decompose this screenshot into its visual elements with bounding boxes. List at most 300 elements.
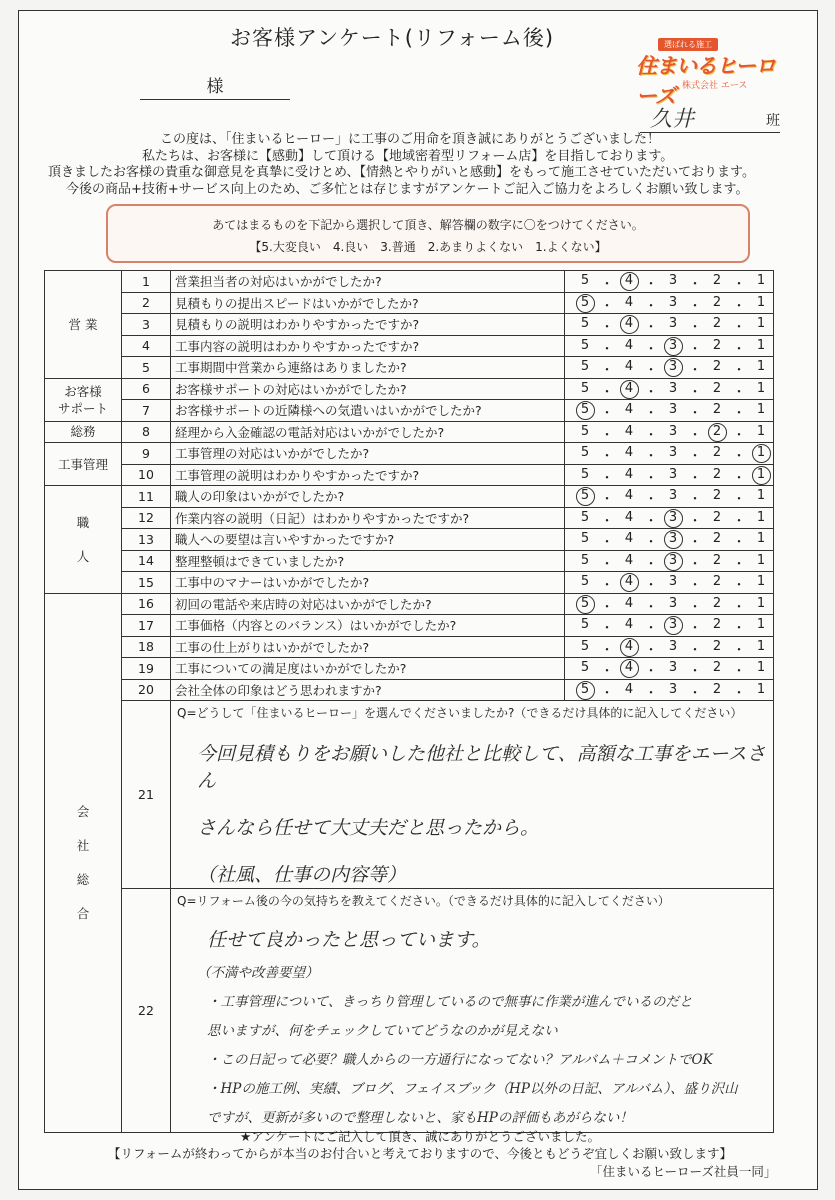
rating-option[interactable]: 4: [624, 445, 634, 460]
rating-option[interactable]: 1: [756, 509, 766, 525]
rating-option[interactable]: 3: [668, 359, 678, 374]
rating-option[interactable]: 1: [756, 316, 766, 331]
scale-separator: ・: [688, 535, 702, 550]
question-text: 作業内容の説明（日記）はわかりやすかったですか?: [171, 507, 565, 529]
rating-option[interactable]: 1: [756, 681, 766, 697]
question-number: 10: [122, 464, 171, 486]
rating-option[interactable]: 4: [624, 488, 634, 503]
logo-name: 住まいるヒーローズ: [636, 54, 776, 108]
scale-separator: ・: [644, 277, 658, 292]
rating-option[interactable]: 1: [756, 595, 766, 611]
rating-option[interactable]: 5: [580, 273, 590, 288]
question-number: 16: [122, 593, 171, 615]
scale-separator: ・: [644, 642, 658, 658]
intro-line: 今後の商品+技術+サービス向上のため、ご多忙とは存じますがアンケートご記入ご協力をよろしくお願い致します。: [66, 181, 749, 197]
rating-option[interactable]: 2: [712, 574, 722, 589]
scale-separator: ・: [732, 513, 746, 529]
rating-option[interactable]: 4: [624, 337, 634, 353]
rating-option[interactable]: 4: [624, 509, 634, 525]
question-number: 22: [122, 889, 171, 1133]
question-number: 1: [122, 271, 171, 293]
rating-option[interactable]: 3: [668, 316, 678, 331]
q22-cell: [171, 889, 774, 1133]
selected-answer-circle: [576, 294, 595, 313]
question-text: 見積もりの提出スピードはいかがでしたか?: [171, 292, 565, 314]
scale-separator: ・: [644, 341, 658, 357]
rating-option[interactable]: 3: [668, 531, 678, 546]
handwritten-answer-line: 今回見積もりをお願いした他社と比較して、高額な工事をエースさん: [197, 743, 766, 792]
logo-company: 株式会社 エース: [682, 81, 748, 91]
scale-separator: ・: [732, 341, 746, 357]
rating-option[interactable]: 5: [580, 488, 590, 503]
handwritten-answer-line: さんなら任せて大丈夫だと思ったから。: [197, 817, 540, 839]
rating-scale: [565, 593, 774, 615]
selected-answer-circle: [664, 358, 683, 377]
rating-option[interactable]: 1: [756, 445, 766, 460]
scale-separator: ・: [688, 406, 702, 421]
rating-option[interactable]: 5: [580, 638, 590, 654]
page-title: お客様アンケート(リフォーム後): [230, 26, 555, 50]
rating-option[interactable]: 3: [668, 466, 678, 482]
rating-option[interactable]: 4: [624, 359, 634, 374]
question-text: 工事中のマナーはいかがでしたか?: [171, 572, 565, 594]
scale-separator: ・: [688, 384, 702, 400]
selected-answer-circle: [620, 380, 639, 399]
rating-scale: [565, 314, 774, 336]
question-text: 経理から入金確認の電話対応はいかがでしたか?: [171, 421, 565, 443]
rating-option[interactable]: 3: [668, 660, 678, 675]
scale-separator: ・: [732, 449, 746, 464]
rating-scale: [565, 572, 774, 594]
scale-separator: ・: [644, 513, 658, 529]
question-text: 営業担当者の対応はいかがでしたか?: [171, 271, 565, 293]
q21-cell: [171, 701, 774, 889]
handwritten-answer-line: ・HPの施工例、実績、ブログ、フェイスブック（HP以外の日記、アルバム）、盛り沢山: [207, 1081, 738, 1097]
rating-option[interactable]: 2: [712, 617, 722, 632]
question-text: 職人の印象はいかがでしたか?: [171, 486, 565, 508]
scale-separator: ・: [644, 470, 658, 486]
company-logo: [636, 38, 786, 108]
question-number: 5: [122, 357, 171, 379]
category-label: 営 業: [45, 271, 122, 379]
footer: [20, 1128, 820, 1162]
question-number: 13: [122, 529, 171, 551]
scale-separator: ・: [688, 578, 702, 593]
handwritten-answer-line: ・工事管理について、きっちり管理しているので無事に作業が進んでいるのだと: [207, 994, 693, 1010]
handwritten-answer-line: ですが、更新が多いので整理しないと、家もHPの評価もあがらない！: [207, 1110, 633, 1126]
rating-option[interactable]: 4: [624, 638, 634, 654]
question-number: 8: [122, 421, 171, 443]
question-number: 14: [122, 550, 171, 572]
rating-scale: [565, 464, 774, 486]
rating-option[interactable]: 1: [756, 423, 766, 439]
scale-separator: ・: [644, 384, 658, 400]
scale-separator: ・: [688, 642, 702, 658]
rating-option[interactable]: 3: [668, 595, 678, 611]
scale-separator: ・: [732, 406, 746, 421]
scale-separator: ・: [644, 427, 658, 443]
rating-option[interactable]: 3: [668, 617, 678, 632]
selected-answer-circle: [708, 423, 727, 442]
question-number: 9: [122, 443, 171, 465]
rating-option[interactable]: 2: [712, 380, 722, 396]
selected-answer-circle: [752, 466, 771, 485]
rating-option[interactable]: 4: [624, 660, 634, 675]
scale-separator: ・: [688, 341, 702, 357]
rating-scale: [565, 529, 774, 551]
rating-option[interactable]: 2: [712, 660, 722, 675]
rating-option[interactable]: 3: [668, 273, 678, 288]
category-label: 職 人: [45, 486, 122, 594]
rating-option[interactable]: 2: [712, 466, 722, 482]
scale-separator: ・: [644, 406, 658, 421]
scale-separator: ・: [732, 599, 746, 615]
rating-scale: [565, 443, 774, 465]
rating-option[interactable]: 5: [580, 445, 590, 460]
selected-answer-circle: [576, 595, 595, 614]
rating-option[interactable]: 5: [580, 337, 590, 353]
scale-separator: ・: [600, 277, 614, 292]
team-name: 久井: [650, 107, 695, 132]
q21-prompt: Q=どうして「住まいるヒーロー」を選んでくださいましたか?（できるだけ具体的に記入してください）: [177, 706, 743, 720]
selected-answer-circle: [620, 659, 639, 678]
rating-option[interactable]: 1: [756, 402, 766, 417]
question-number: 19: [122, 658, 171, 680]
rating-option[interactable]: 1: [756, 337, 766, 353]
rating-option[interactable]: 3: [668, 638, 678, 654]
rating-option[interactable]: 5: [580, 509, 590, 525]
rating-option[interactable]: 3: [668, 681, 678, 697]
scale-separator: ・: [644, 664, 658, 679]
rating-option[interactable]: 3: [668, 488, 678, 503]
rating-option[interactable]: 5: [580, 574, 590, 589]
question-text: 初回の電話や来店時の対応はいかがでしたか?: [171, 593, 565, 615]
rating-option[interactable]: 4: [624, 595, 634, 611]
scale-separator: ・: [688, 599, 702, 615]
category-label: お客様 サポート: [45, 378, 122, 421]
rating-option[interactable]: 4: [624, 574, 634, 589]
rating-option[interactable]: 1: [756, 617, 766, 632]
rating-option[interactable]: 4: [624, 681, 634, 697]
question-number: 15: [122, 572, 171, 594]
scale-separator: ・: [688, 664, 702, 679]
question-text: お客様サポートの対応はいかがでしたか?: [171, 378, 565, 400]
rating-option[interactable]: 2: [712, 638, 722, 654]
question-text: 職人への要望は言いやすかったですか?: [171, 529, 565, 551]
handwritten-answer-line: 思いますが、何をチェックしていてどうなのかが見えない: [207, 1023, 558, 1039]
scale-separator: ・: [732, 556, 746, 572]
rating-option[interactable]: 2: [712, 294, 722, 310]
scale-separator: ・: [644, 492, 658, 507]
team-line: [640, 108, 780, 133]
scale-separator: ・: [688, 320, 702, 335]
selected-answer-circle: [620, 272, 639, 291]
rating-legend: 【5.大変良い 4.良い 3.普通 2.あまりよくない 1.よくない】: [249, 240, 607, 254]
question-number: 20: [122, 679, 171, 701]
question-text: 見積もりの説明はわかりやすかったですか?: [171, 314, 565, 336]
team-suffix: 班: [766, 113, 780, 129]
scale-separator: ・: [732, 621, 746, 636]
rating-option[interactable]: 1: [756, 380, 766, 396]
selected-answer-circle: [576, 401, 595, 420]
rating-scale: [565, 658, 774, 680]
scale-separator: ・: [732, 492, 746, 507]
category-label: 総務: [45, 421, 122, 443]
selected-answer-circle: [620, 315, 639, 334]
rating-option[interactable]: 5: [580, 681, 590, 697]
scale-separator: ・: [688, 621, 702, 636]
rating-option[interactable]: 2: [712, 488, 722, 503]
scale-separator: ・: [600, 449, 614, 464]
rating-option[interactable]: 1: [756, 660, 766, 675]
question-number: 7: [122, 400, 171, 422]
question-number: 12: [122, 507, 171, 529]
selected-answer-circle: [576, 487, 595, 506]
scale-separator: ・: [644, 298, 658, 314]
scale-separator: ・: [600, 384, 614, 400]
rating-option[interactable]: 3: [668, 337, 678, 353]
rating-scale: [565, 507, 774, 529]
rating-option[interactable]: 5: [580, 423, 590, 439]
scale-separator: ・: [732, 277, 746, 292]
rating-scale: [565, 636, 774, 658]
question-number: 21: [122, 701, 171, 889]
rating-option[interactable]: 2: [712, 445, 722, 460]
rating-option[interactable]: 5: [580, 316, 590, 331]
question-number: 18: [122, 636, 171, 658]
scale-separator: ・: [600, 642, 614, 658]
rating-option[interactable]: 2: [712, 531, 722, 546]
rating-option[interactable]: 5: [580, 660, 590, 675]
rating-option[interactable]: 2: [712, 359, 722, 374]
scale-separator: ・: [600, 470, 614, 486]
intro-line: 私たちは、お客様に【感動】して頂ける【地域密着型リフォーム店】を目指しております。: [142, 148, 674, 164]
scale-separator: ・: [732, 363, 746, 378]
rating-option[interactable]: 4: [624, 380, 634, 396]
question-number: 17: [122, 615, 171, 637]
footer-message: 【リフォームが終わってからが本当のお付合いと考えておりますので、今後ともどうぞ宜しくお願い致します】: [107, 1146, 732, 1161]
scale-separator: ・: [688, 556, 702, 572]
selected-answer-circle: [664, 337, 683, 356]
question-text: 工事内容の説明はわかりやすかったですか?: [171, 335, 565, 357]
rating-scale: [565, 271, 774, 293]
scale-separator: ・: [600, 341, 614, 357]
question-number: 11: [122, 486, 171, 508]
question-text: 整理整頓はできていましたか?: [171, 550, 565, 572]
handwritten-answer-line: 任せて良かったと思っています。: [207, 929, 491, 951]
scale-separator: ・: [732, 320, 746, 335]
rating-scale: [565, 378, 774, 400]
selected-answer-circle: [620, 638, 639, 657]
rating-option[interactable]: 4: [624, 466, 634, 482]
rating-option[interactable]: 1: [756, 273, 766, 288]
rating-option[interactable]: 1: [756, 294, 766, 310]
rating-option[interactable]: 4: [624, 402, 634, 417]
rating-option[interactable]: 2: [712, 316, 722, 331]
rating-scale: [565, 292, 774, 314]
rating-option[interactable]: 3: [668, 423, 678, 439]
scale-separator: ・: [600, 685, 614, 701]
question-text: 工事期間中営業から連絡はありましたか?: [171, 357, 565, 379]
questionnaire-table: [44, 270, 774, 1133]
scale-separator: ・: [688, 685, 702, 701]
question-text: 工事管理の説明はわかりやすかったですか?: [171, 464, 565, 486]
rating-option[interactable]: 4: [624, 617, 634, 632]
scale-separator: ・: [732, 642, 746, 658]
rating-scale: [565, 400, 774, 422]
rating-option[interactable]: 2: [712, 681, 722, 697]
question-number: 2: [122, 292, 171, 314]
scale-separator: ・: [688, 427, 702, 443]
footer-signature: 「住まいるヒーローズ社員一同」: [590, 1164, 777, 1179]
handwritten-answer-line: （社風、仕事の内容等）: [197, 864, 407, 886]
rating-scale: [565, 335, 774, 357]
footer-thanks: ★アンケートにご記入して頂き、誠にありがとうございました。: [240, 1129, 600, 1144]
scale-separator: ・: [732, 427, 746, 443]
scale-separator: ・: [644, 621, 658, 636]
scale-separator: ・: [644, 363, 658, 378]
scale-separator: ・: [600, 556, 614, 572]
scale-separator: ・: [732, 298, 746, 314]
rating-option[interactable]: 4: [624, 316, 634, 331]
scale-separator: ・: [688, 470, 702, 486]
rating-option[interactable]: 3: [668, 509, 678, 525]
rating-option[interactable]: 2: [712, 337, 722, 353]
scale-separator: ・: [688, 363, 702, 378]
scale-separator: ・: [644, 535, 658, 550]
rating-option[interactable]: 4: [624, 294, 634, 310]
scale-separator: ・: [732, 578, 746, 593]
category-label: 会 社 総 合: [45, 593, 122, 1133]
question-number: 6: [122, 378, 171, 400]
rating-option[interactable]: 1: [756, 574, 766, 589]
rating-option[interactable]: 2: [712, 273, 722, 288]
rating-scale: [565, 357, 774, 379]
selected-answer-circle: [664, 616, 683, 635]
intro-line: この度は、「住まいるヒーロー」に工事のご用命を頂き誠にありがとうございました！: [160, 132, 660, 147]
scale-separator: ・: [688, 449, 702, 464]
rating-option[interactable]: 5: [580, 617, 590, 632]
rating-option[interactable]: 1: [756, 488, 766, 503]
scale-separator: ・: [600, 578, 614, 593]
scale-separator: ・: [732, 685, 746, 701]
scale-separator: ・: [644, 578, 658, 593]
scale-separator: ・: [600, 513, 614, 529]
scale-separator: ・: [600, 621, 614, 636]
rating-option[interactable]: 5: [580, 595, 590, 611]
rating-option[interactable]: 2: [712, 595, 722, 611]
scale-separator: ・: [600, 599, 614, 615]
rating-option[interactable]: 5: [580, 294, 590, 310]
scale-separator: ・: [732, 535, 746, 550]
selected-answer-circle: [620, 573, 639, 592]
rating-option[interactable]: 3: [668, 380, 678, 396]
handwritten-answer-line: （不満や改善要望）: [197, 965, 319, 981]
rating-option[interactable]: 5: [580, 359, 590, 374]
q22-prompt: Q=リフォーム後の今の気持ちを教えてください。（できるだけ具体的に記入してください）: [177, 894, 670, 908]
scale-separator: ・: [600, 298, 614, 314]
instruction-line: あてはまるものを下記から選択して頂き、解答欄の数字に〇をつけてください。: [212, 218, 644, 232]
rating-option[interactable]: 1: [756, 531, 766, 546]
intro-text: [20, 132, 810, 198]
rating-option[interactable]: 1: [756, 466, 766, 482]
scale-separator: ・: [600, 406, 614, 421]
scale-separator: ・: [600, 320, 614, 335]
scale-separator: ・: [600, 664, 614, 679]
question-text: お客様サポートの近隣様への気遣いはいかがでしたか?: [171, 400, 565, 422]
rating-option[interactable]: 4: [624, 552, 634, 568]
scale-separator: ・: [688, 277, 702, 292]
selected-answer-circle: [664, 509, 683, 528]
customer-name-line: 様: [140, 72, 290, 100]
rating-option[interactable]: 2: [712, 509, 722, 525]
rating-option[interactable]: 4: [624, 531, 634, 546]
selected-answer-circle: [752, 444, 771, 463]
rating-option[interactable]: 3: [668, 294, 678, 310]
rating-option[interactable]: 1: [756, 638, 766, 654]
question-text: 工事の仕上がりはいかがでしたか?: [171, 636, 565, 658]
scale-separator: ・: [600, 427, 614, 443]
rating-option[interactable]: 3: [668, 552, 678, 568]
intro-line: 頂きましたお客様の貴重な御意見を真摯に受けとめ、【情熱とやりがいと感動】をもって施工させていただいております。: [48, 165, 755, 180]
scale-separator: ・: [644, 449, 658, 464]
scale-separator: ・: [644, 556, 658, 572]
question-number: 3: [122, 314, 171, 336]
rating-option[interactable]: 5: [580, 552, 590, 568]
question-text: 工事についての満足度はいかがでしたか?: [171, 658, 565, 680]
instruction-banner: [106, 204, 750, 263]
rating-scale: [565, 615, 774, 637]
scale-separator: ・: [688, 298, 702, 314]
rating-option[interactable]: 1: [756, 359, 766, 374]
scale-separator: ・: [644, 599, 658, 615]
scale-separator: ・: [600, 492, 614, 507]
rating-option[interactable]: 5: [580, 531, 590, 546]
scale-separator: ・: [600, 363, 614, 378]
category-label: 工事管理: [45, 443, 122, 486]
rating-option[interactable]: 3: [668, 402, 678, 417]
rating-option[interactable]: 2: [712, 423, 722, 439]
scale-separator: ・: [732, 384, 746, 400]
rating-option[interactable]: 1: [756, 552, 766, 568]
scale-separator: ・: [732, 664, 746, 679]
scale-separator: ・: [644, 320, 658, 335]
question-text: 工事管理の対応はいかがでしたか?: [171, 443, 565, 465]
scale-separator: ・: [600, 535, 614, 550]
scale-separator: ・: [644, 685, 658, 701]
question-number: 4: [122, 335, 171, 357]
rating-option[interactable]: 3: [668, 574, 678, 589]
selected-answer-circle: [664, 552, 683, 571]
scale-separator: ・: [732, 470, 746, 486]
rating-scale: [565, 486, 774, 508]
rating-option[interactable]: 4: [624, 423, 634, 439]
scale-separator: ・: [688, 513, 702, 529]
question-text: 工事価格（内容とのバランス）はいかがでしたか?: [171, 615, 565, 637]
rating-option[interactable]: 5: [580, 402, 590, 417]
rating-option[interactable]: 2: [712, 552, 722, 568]
rating-option[interactable]: 2: [712, 402, 722, 417]
rating-option[interactable]: 4: [624, 273, 634, 288]
selected-answer-circle: [664, 530, 683, 549]
selected-answer-circle: [576, 681, 595, 700]
rating-scale: [565, 421, 774, 443]
logo-tagline: 選ばれる施工: [658, 38, 718, 51]
rating-option[interactable]: 5: [580, 466, 590, 482]
rating-option[interactable]: 5: [580, 380, 590, 396]
question-text: 会社全体の印象はどう思われますか?: [171, 679, 565, 701]
rating-option[interactable]: 3: [668, 445, 678, 460]
